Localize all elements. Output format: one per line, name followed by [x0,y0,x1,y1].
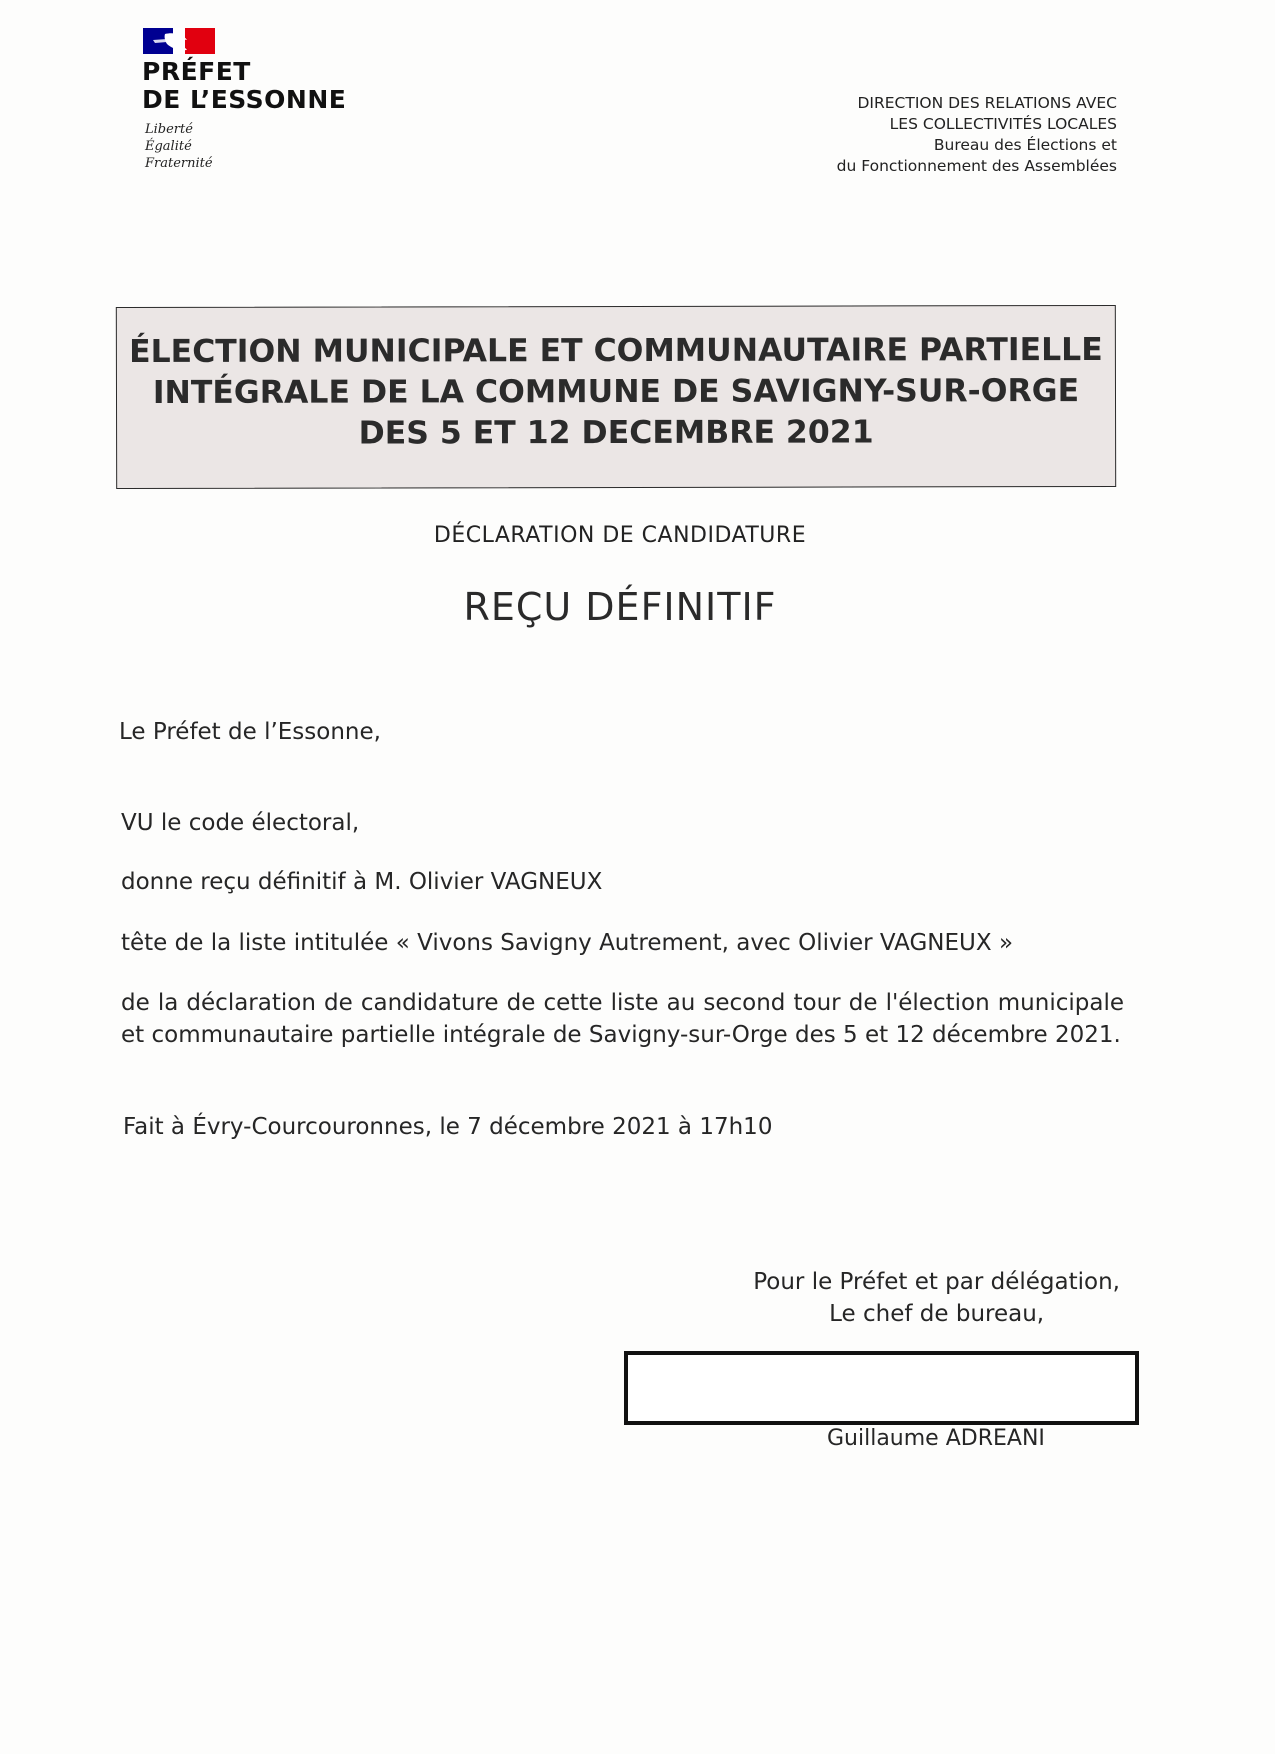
motto-liberte: Liberté [145,122,193,137]
prefet-name [142,58,346,114]
direction-line: Bureau des Élections et [933,136,1117,154]
declaration-paragraph: de la déclaration de candidature de cette liste au second tour de l'élection municipale et communautaire partielle intégrale de Savigny-sur-Orge des 5 et 12 décembre 2021. [121,990,1124,1048]
salutation: Le Préfet de l’Essonne, [119,719,381,745]
marianne-icon [143,28,215,54]
direction-line: DIRECTION DES RELATIONS AVEC [857,94,1117,112]
title-line: INTÉGRALE DE LA COMMUNE DE SAVIGNY-SUR-ORGE [152,373,1080,411]
motto-fraternite: Fraternité [145,156,213,171]
title-line: ÉLECTION MUNICIPALE ET COMMUNAUTAIRE PARTIELLE [129,331,1103,371]
place-date: Fait à Évry-Courcouronnes, le 7 décembre 2021 à 17h10 [123,1114,773,1140]
direction-line: du Fonctionnement des Assemblées [836,157,1117,175]
prefet-line-1: PRÉFET [142,57,251,86]
signatory-name: Guillaume ADREANI [827,1426,1045,1451]
motto-egalite: Égalité [145,139,192,154]
receipt-title: REÇU DÉFINITIF [463,585,777,629]
signature-line-1: Pour le Préfet et par délégation, [753,1269,1120,1295]
signature-line-2: Le chef de bureau, [829,1301,1045,1327]
title-line: DES 5 ET 12 DECEMBRE 2021 [358,414,874,452]
republic-motto [145,121,213,172]
direction-block [837,93,1117,177]
receipt-recipient: donne reçu définitif à M. Olivier VAGNEUX [121,869,603,895]
redacted-signature-box [624,1351,1139,1425]
list-name: tête de la liste intitulée « Vivons Savigny Autrement, avec Olivier VAGNEUX » [121,930,1014,956]
election-title-box [116,305,1116,489]
prefet-line-2: DE L’ESSONNE [142,85,347,114]
legal-basis: VU le code électoral, [121,810,360,836]
election-title [117,330,1115,455]
declaration-heading: DÉCLARATION DE CANDIDATURE [433,523,807,548]
signature-caption [753,1266,1120,1330]
direction-line: LES COLLECTIVITÉS LOCALES [889,115,1117,133]
